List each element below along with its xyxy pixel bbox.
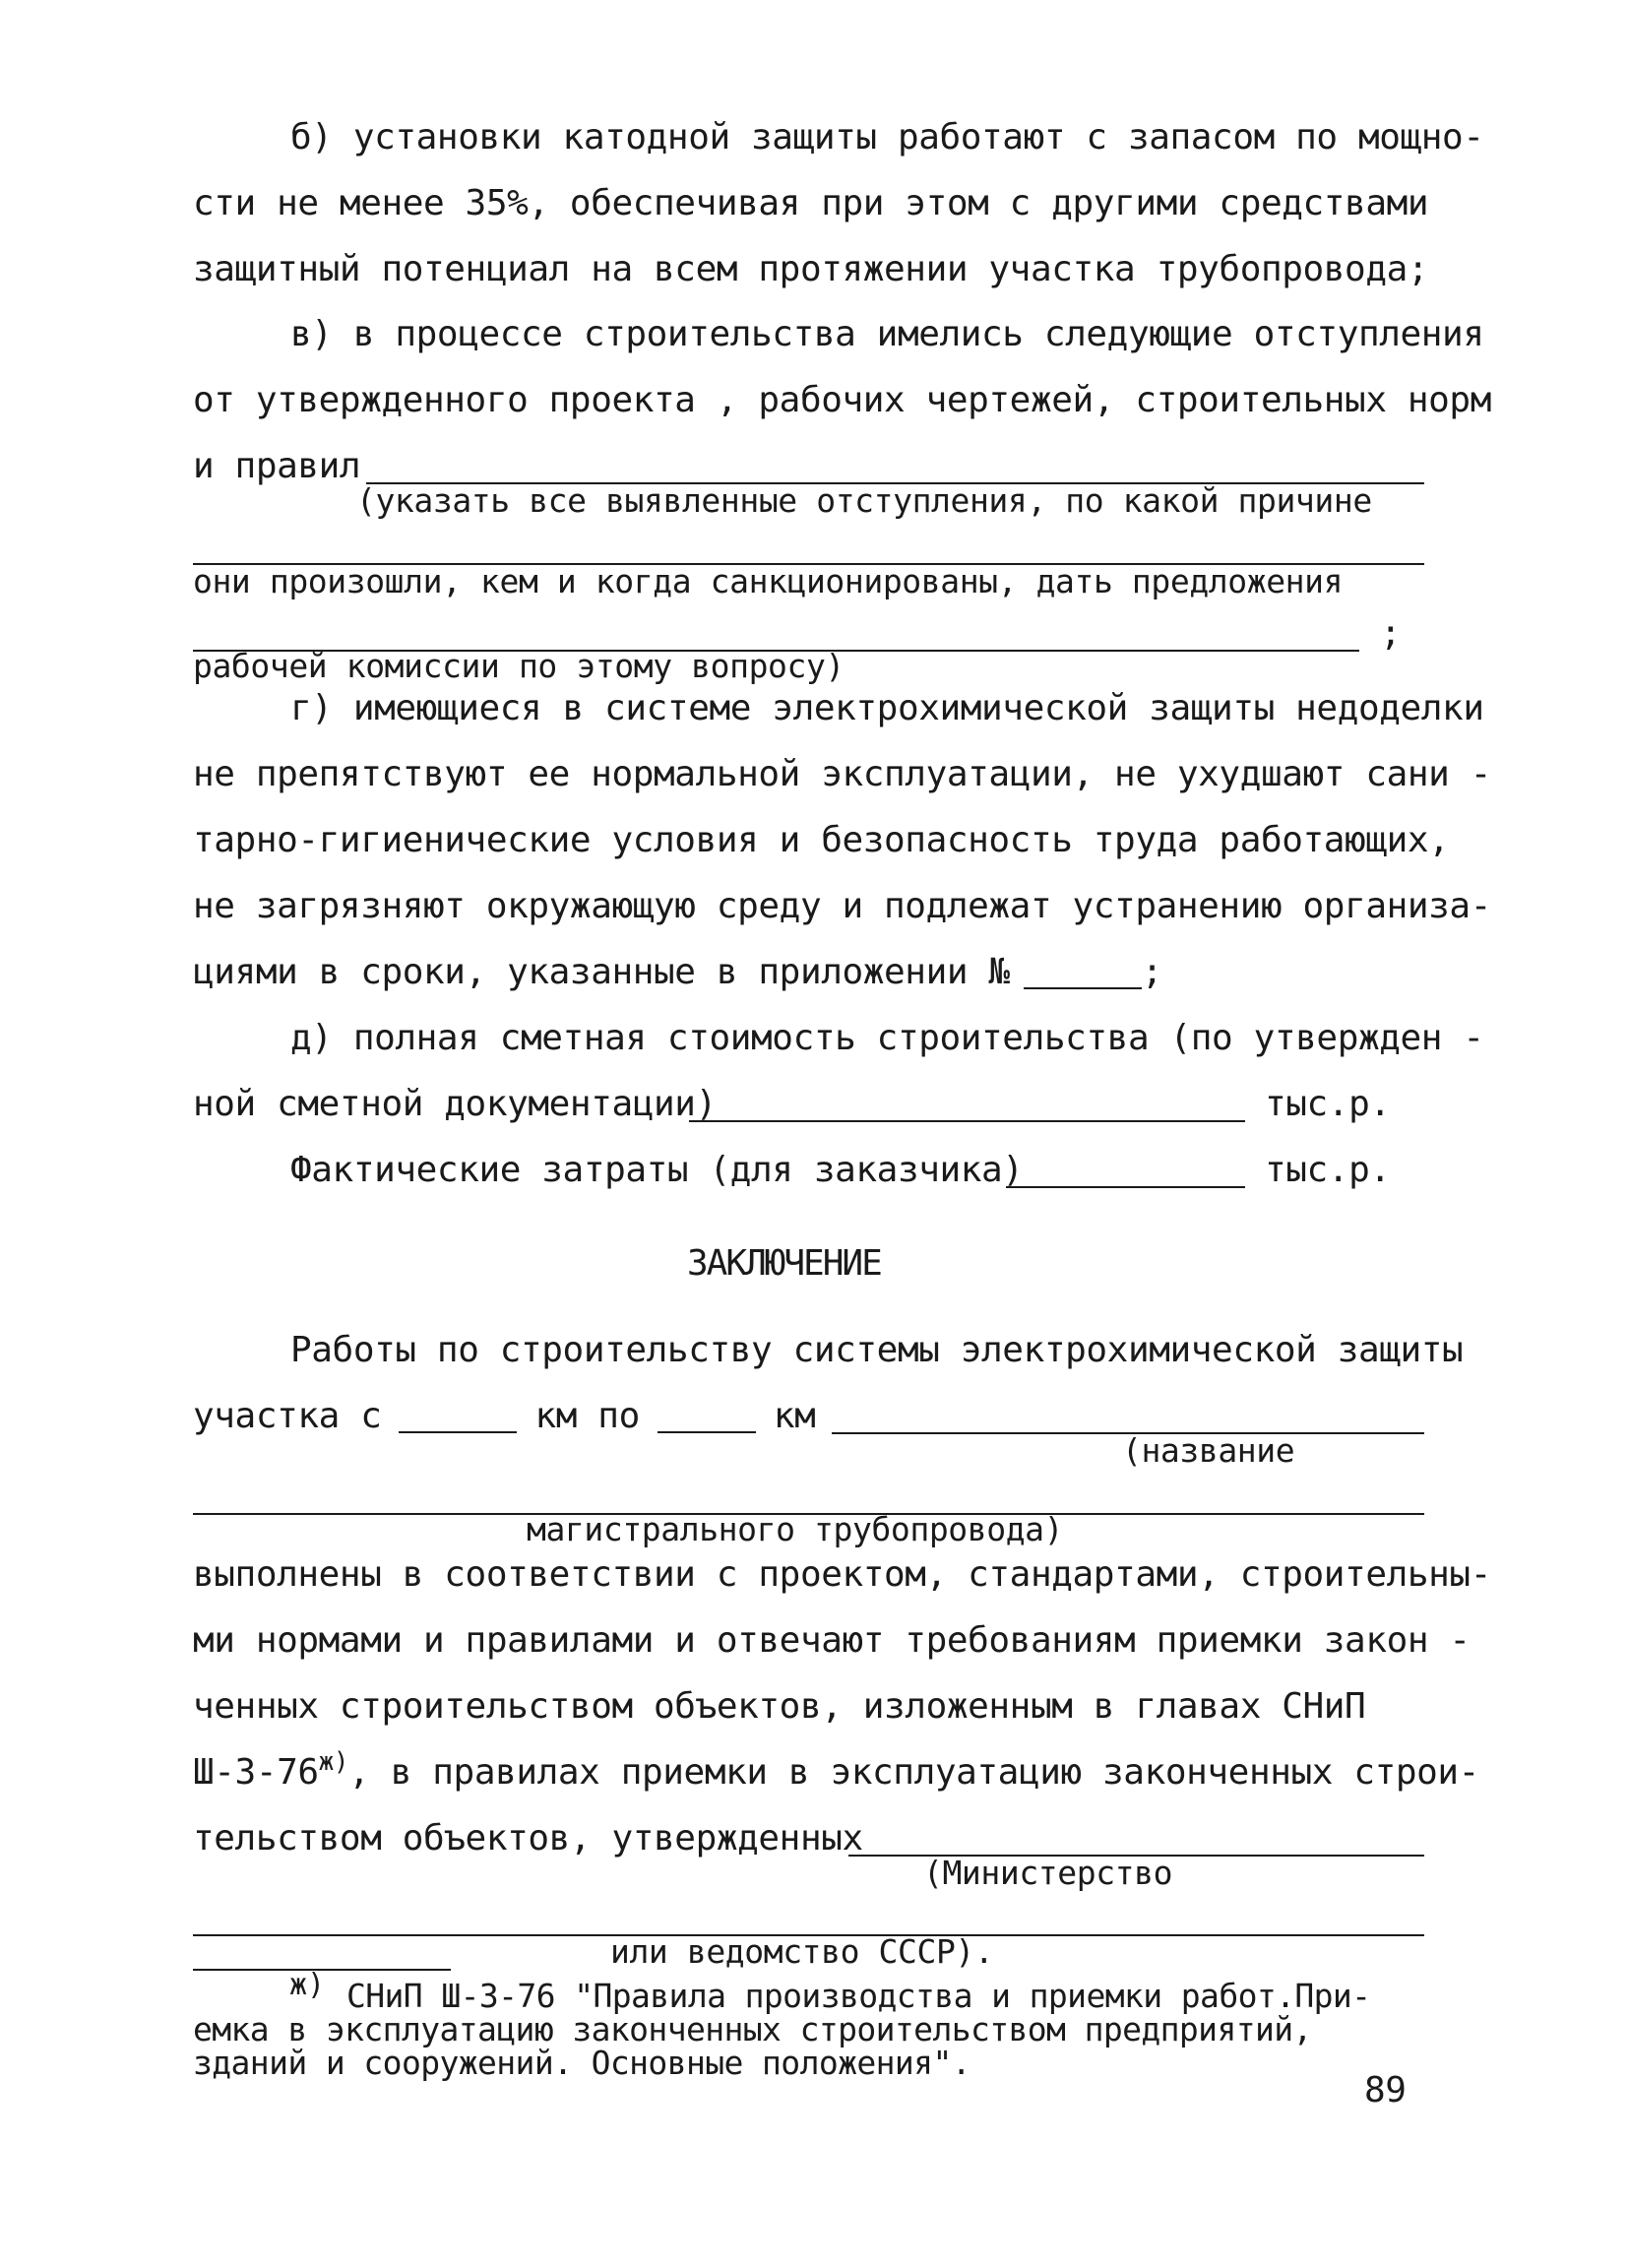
section-b-line-2: сти не менее 35%, обеспечивая при этом с другими средствами (193, 183, 1429, 223)
km-to-field[interactable] (657, 1398, 756, 1433)
snip-footnote-mark: ж) (318, 1747, 349, 1777)
section-d-line-1: д) полная сметная стоимость строительства (по утвержден - (290, 1018, 1484, 1058)
footnote-line-3: зданий и сооружений. Основные положения". (193, 2044, 971, 2082)
actual-cost-field[interactable] (1006, 1186, 1245, 1188)
deviation-hint-2: они произошли, кем и когда санкционированы, дать предложения (193, 562, 1344, 600)
conclusion-heading: ЗАКЛЮЧЕНИЕ (687, 1243, 881, 1284)
appendix-number-field[interactable] (1024, 954, 1142, 989)
actual-cost-label: Фактические затраты (для заказчика) (290, 1150, 1024, 1190)
section-g-line-1: г) имеющиеся в системе электрохимической защиты недоделки (290, 688, 1484, 728)
section-from-label: участка с (193, 1396, 382, 1436)
deviation-hint-1: (указать все выявленные отступления, по какой причине (356, 481, 1372, 520)
ussr-hint: или ведомство СССР). (610, 1932, 994, 1971)
section-d-line-2: ной сметной документации) (193, 1084, 717, 1124)
pipeline-name-hint: (название (1122, 1431, 1295, 1470)
section-b-line-3: защитный потенциал на всем протяжении участка трубопровода; (193, 249, 1429, 289)
section-km-line (193, 1395, 815, 1438)
section-b-line-1: б) установки катодной защиты работают с запасом по мощно- (290, 117, 1484, 158)
section-g-end: ; (1141, 952, 1162, 992)
snip-rest: , в правилах приемки в эксплуатацию законченных строи- (348, 1752, 1479, 1793)
estimated-cost-unit: тыс.р. (1265, 1084, 1391, 1124)
deviation-semicolon: ; (1380, 613, 1402, 654)
section-v-line-1: в) в процессе строительства имелись следующие отступления (290, 314, 1484, 354)
estimated-cost-field[interactable] (689, 1120, 1245, 1122)
footnote-line-1: СНиП Ш-3-76 "Правила производства и приемки работ.При- (346, 1977, 1371, 2015)
ministry-hint: (Министерство (923, 1854, 1173, 1892)
section-g-line-4: не загрязняют окружающую среду и подлежат устранению организа- (193, 886, 1491, 926)
section-g-line-5 (193, 951, 1162, 994)
conclusion-body-1: выполнены в соответствии с проектом, стандартами, строительны- (193, 1554, 1491, 1595)
km-po-label: км по (534, 1396, 640, 1436)
section-g-line-3: тарно-гигиенические условия и безопасность труда работающих, (193, 820, 1450, 860)
snip-code: Ш-3-76 (193, 1752, 319, 1793)
section-v-line-3: и правил (193, 446, 361, 486)
km-from-field[interactable] (399, 1398, 517, 1433)
footnote-mark: ж) (289, 1968, 326, 2002)
conclusion-body-2: ми нормами и правилами и отвечают требованиям приемки закон - (193, 1620, 1471, 1661)
section-g-line-2: не препятствуют ее нормальной эксплуатации, не ухудшают сани - (193, 754, 1491, 794)
section-g-line-5-text: циями в сроки, указанные в приложении № (193, 952, 1010, 992)
conclusion-body-3: ченных строительством объектов, изложенным в главах СНиП (193, 1686, 1366, 1727)
conclusion-approved: тельством объектов, утвержденных (193, 1818, 863, 1858)
actual-cost-unit: тыс.р. (1265, 1150, 1391, 1190)
footnote-line-2: емка в эксплуатацию законченных строительством предприятий, (193, 2010, 1312, 2048)
deviation-hint-3: рабочей комиссии по этому вопросу) (193, 647, 845, 685)
conclusion-intro: Работы по строительству системы электрохимической защиты (290, 1330, 1464, 1370)
pipeline-hint: магистрального трубопровода) (527, 1510, 1064, 1548)
conclusion-body-4 (193, 1747, 1479, 1795)
page-number: 89 (1364, 2070, 1407, 2110)
section-v-line-2: от утвержденного проекта , рабочих чертежей, строительных норм (193, 380, 1491, 420)
km-label: км (773, 1396, 816, 1436)
